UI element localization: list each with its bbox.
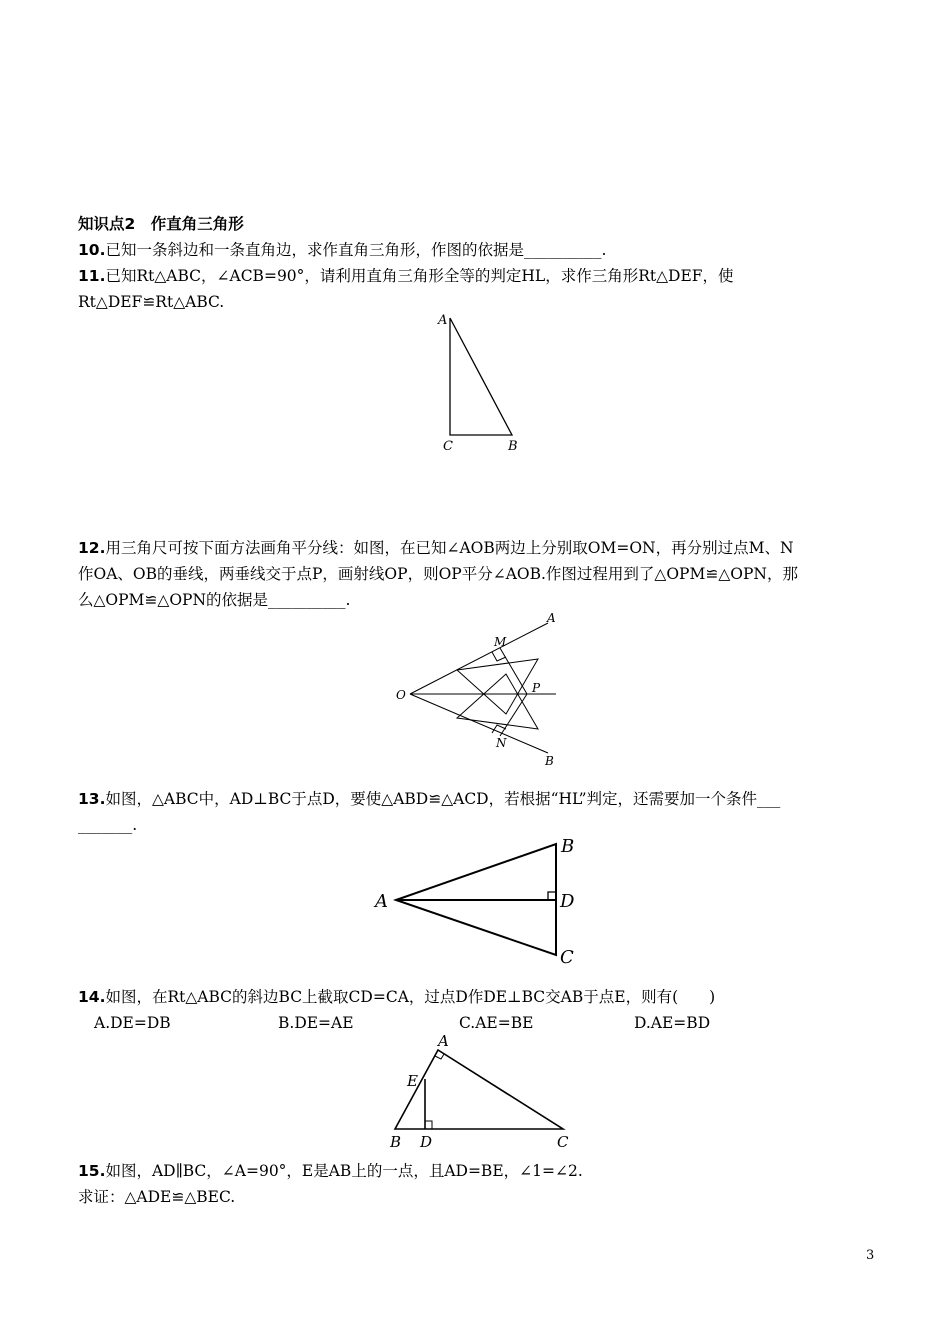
page-number: 3 — [866, 1248, 875, 1263]
label-c: C — [557, 1133, 569, 1151]
question-13-line-2: _______. — [78, 816, 138, 834]
label-d: D — [560, 891, 575, 912]
option-b: B.DE=AE — [278, 1014, 354, 1032]
ray-oa — [410, 623, 548, 694]
label-p: P — [532, 681, 541, 695]
question-number: 15. — [78, 1162, 106, 1180]
question-text: 已知Rt△ABC，∠ACB=90°，请利用直角三角形全等的判定HL，求作三角形Rt△DEF，使 — [105, 267, 734, 285]
question-11-line-2: Rt△DEF≌Rt△ABC. — [78, 293, 225, 311]
question-text: 如图，AD∥BC，∠A=90°，E是AB上的一点，且AD=BE，∠1=∠2. — [105, 1162, 583, 1180]
question-13 — [78, 789, 780, 809]
label-a: A — [375, 891, 388, 912]
question-text: 用三角尺可按下面方法画角平分线：如图，在已知∠AOB两边上分别取OM=ON，再分别过点M、N — [105, 539, 794, 557]
label-c: C — [443, 439, 453, 454]
question-number: 13. — [78, 790, 106, 808]
right-angle-mark-m — [492, 652, 506, 661]
label-b: B — [561, 836, 575, 857]
label-c: C — [560, 947, 574, 968]
option-a: A.DE=DB — [94, 1014, 171, 1032]
right-angle-mark-d — [425, 1121, 432, 1129]
label-b: B — [545, 754, 554, 768]
right-angle-mark-d — [548, 892, 556, 900]
question-text: 如图，在Rt△ABC的斜边BC上截取CD=CA，过点D作DE⊥BC交AB于点E，则有( ) — [105, 988, 716, 1006]
figure-triangle-abc-altitude — [370, 830, 590, 970]
set-square-lower — [457, 674, 538, 729]
question-12 — [78, 538, 794, 558]
label-o: O — [396, 688, 406, 702]
label-d: D — [420, 1133, 433, 1151]
question-number: 10. — [78, 241, 106, 259]
question-text: 已知一条斜边和一条直角边，求作直角三角形，作图的依据是__________. — [105, 241, 607, 259]
label-a: A — [438, 1032, 449, 1050]
question-12-line-2: 作OA、OB的垂线，两垂线交于点P，画射线OP，则OP平分∠AOB.作图过程用到了△OPM≌△OPN，那 — [78, 565, 798, 583]
set-square-upper — [457, 659, 538, 714]
figure-angle-bisector — [390, 610, 570, 770]
triangle-abc-shape — [450, 318, 512, 435]
question-14 — [78, 987, 715, 1007]
question-text: 如图，△ABC中，AD⊥BC于点D，要使△ABD≌△ACD，若根据“HL”判定，还需要加一个条件___ — [105, 790, 781, 808]
question-15 — [78, 1161, 583, 1181]
right-angle-mark-a — [435, 1054, 444, 1059]
label-n: N — [496, 736, 507, 750]
label-a: A — [438, 313, 448, 328]
figure-right-triangle-abc — [430, 308, 540, 458]
question-number: 11. — [78, 267, 106, 285]
question-15-line-2: 求证：△ADE≌△BEC. — [78, 1188, 236, 1206]
label-m: M — [494, 635, 507, 649]
label-b: B — [508, 439, 518, 454]
figure-right-triangle-ebd — [385, 1032, 585, 1152]
label-a: A — [547, 611, 556, 625]
label-e: E — [407, 1072, 418, 1090]
question-number: 12. — [78, 539, 106, 557]
question-11 — [78, 266, 734, 286]
question-10 — [78, 240, 606, 260]
label-b: B — [390, 1133, 402, 1151]
section-heading: 知识点2 作直角三角形 — [78, 215, 244, 233]
question-12-line-3: 么△OPM≌△OPN的依据是__________. — [78, 591, 351, 609]
question-number: 14. — [78, 988, 106, 1006]
option-c: C.AE=BE — [459, 1014, 534, 1032]
ray-ob — [410, 694, 548, 753]
triangle-abc-shape — [395, 1050, 563, 1129]
option-d: D.AE=BD — [634, 1014, 711, 1032]
